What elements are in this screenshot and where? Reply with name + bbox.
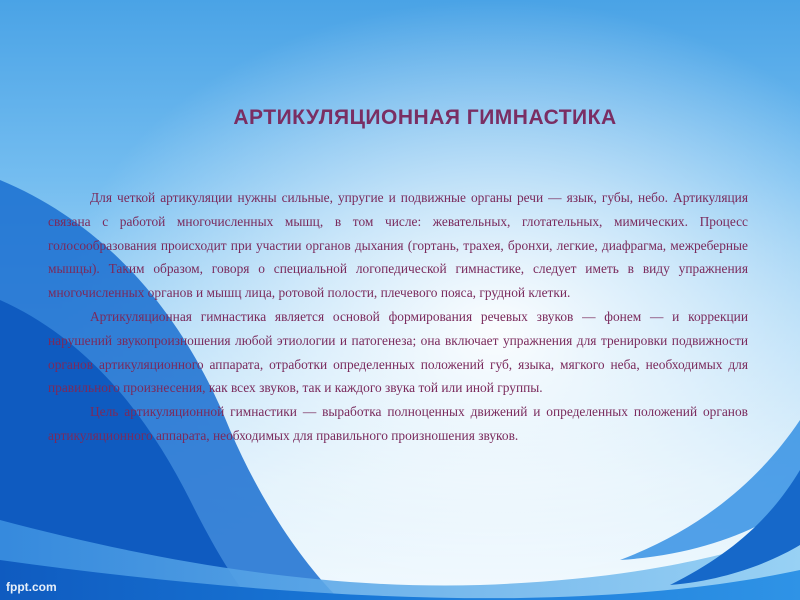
slide-body bbox=[48, 186, 748, 448]
paragraph-1: Для четкой артикуляции нужны сильные, упругие и подвижные органы речи — язык, губы, небо. Артикуляция связана с работой многочисленных мышц, в том числе: жевательных, глотательных, мимических. Процесс голосообразования происходит при участии органов дыхания (гортань, трахея, бронхи, легкие, диафрагма, межреберные мышцы). Таким образом, говоря о специальной логопедической гимнастике, следует иметь в виду упражнения многочисленных органов и мышц лица, ротовой полости, плечевого пояса, грудной клетки. bbox=[48, 190, 748, 301]
slide-title: АРТИКУЛЯЦИОННАЯ ГИМНАСТИКА bbox=[233, 106, 617, 129]
paragraph-2: Артикуляционная гимнастика является основой формирования речевых звуков — фонем — и коррекции нарушений звукопроизношения любой этиологии и патогенеза; она включает упражнения для тренировки подвижности органов артикуляционного аппарата, отработки определенных положений губ, языка, мягкого неба, необходимых для правильного произнесения, как всех звуков, так и каждого звука той или иной группы. bbox=[48, 308, 748, 396]
paragraph-3: Цель артикуляционной гимнастики — выработка полноценных движений и определенных положений органов артикуляционного аппарата, необходимых для правильного произношения звуков. bbox=[48, 404, 748, 443]
watermark-text: fppt.com bbox=[6, 580, 57, 594]
